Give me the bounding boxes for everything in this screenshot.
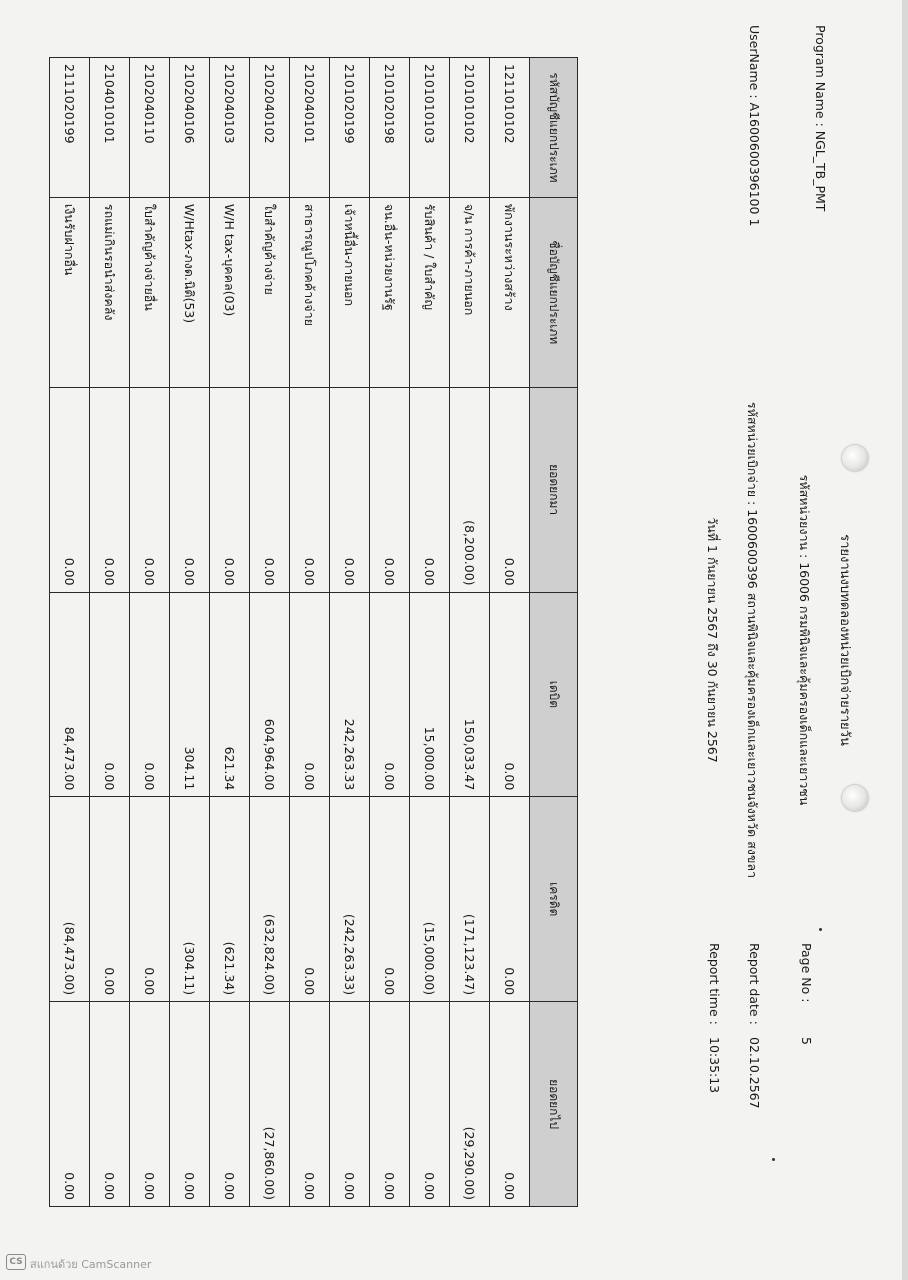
header-account-name: ชื่อบัญชีแยกประเภท [530, 197, 578, 387]
account-name-cell: พักงานระหว่างสร้าง [490, 197, 530, 387]
brought-forward-cell: 0.00 [130, 387, 170, 592]
brought-forward-cell: (8,200.00) [450, 387, 490, 592]
debit-cell: 0.00 [290, 592, 330, 797]
table-row [90, 58, 130, 1207]
camscanner-watermark: สแกนด้วย CamScanner [30, 1258, 152, 1271]
report-title: รายงานงบทดลองหน่วยเบิกจ่ายรายวัน [837, 534, 852, 746]
program-name: Program Name : NGL_TB_PMT [813, 25, 828, 212]
account-name-cell: W/Htax-ภงด.นิติ(53) [170, 197, 210, 387]
debit-cell: 15,000.00 [410, 592, 450, 797]
credit-cell: 0.00 [90, 797, 130, 1002]
account-code-cell: 2104010101 [90, 58, 130, 198]
table-row [370, 58, 410, 1207]
table-row [50, 58, 90, 1207]
credit-cell: (632,824.00) [250, 797, 290, 1002]
carried-forward-cell: 0.00 [210, 1002, 250, 1207]
account-code-cell: 2101010103 [410, 58, 450, 198]
account-code-cell: 2102040102 [250, 58, 290, 198]
debit-cell: 0.00 [90, 592, 130, 797]
carried-forward-cell: 0.00 [290, 1002, 330, 1207]
report-date-value: 02.10.2567 [747, 1037, 762, 1109]
account-code-cell: 2102040103 [210, 58, 250, 198]
account-code-cell: 2102040110 [130, 58, 170, 198]
debit-cell: 304.11 [170, 592, 210, 797]
account-code-cell: 2101020199 [330, 58, 370, 198]
credit-cell: 0.00 [130, 797, 170, 1002]
account-code-cell: 2102040101 [290, 58, 330, 198]
account-code-cell: 2102040106 [170, 58, 210, 198]
page-no-label: Page No : [799, 943, 814, 1003]
credit-cell: (304.11) [170, 797, 210, 1002]
carried-forward-cell: (29,290.00) [450, 1002, 490, 1207]
table-row [290, 58, 330, 1207]
account-name-cell: เงินรับฝากอื่น [50, 197, 90, 387]
carried-forward-cell: 0.00 [370, 1002, 410, 1207]
page-no-value: 5 [799, 1037, 814, 1045]
brought-forward-cell: 0.00 [90, 387, 130, 592]
agency-line: รหัสหน่วยงาน : 16006 กรมพินิจและคุ้มครองเด็กและเยาวชน [797, 474, 812, 806]
brought-forward-cell: 0.00 [170, 387, 210, 592]
account-name-cell: ใบสำคัญค้างจ่าย [250, 197, 290, 387]
username: UserName : A1600600396100 1 [747, 25, 762, 227]
credit-cell: 0.00 [490, 797, 530, 1002]
camscanner-logo-icon: CS [6, 1254, 26, 1270]
table-body [50, 58, 530, 1207]
header-debit: เดบิต [530, 592, 578, 797]
account-code-cell: 2111020199 [50, 58, 90, 198]
account-name-cell: W/H tax-บุคคล(03) [210, 197, 250, 387]
debit-cell: 84,473.00 [50, 592, 90, 797]
disbursing-unit-line: รหัสหน่วยเบิกจ่าย : 1600600396 สถานพินิจและคุ้มครองเด็กและเยาวชนจังหวัด สงขลา [745, 401, 760, 879]
account-code-cell: 1211010102 [490, 58, 530, 198]
carried-forward-cell: 0.00 [50, 1002, 90, 1207]
account-name-cell: จ/น การค้า-ภายนอก [450, 197, 490, 387]
debit-cell: 242,263.33 [330, 592, 370, 797]
account-name-cell: รับสินค้า / ใบสำคัญ [410, 197, 450, 387]
brought-forward-cell: 0.00 [50, 387, 90, 592]
credit-cell: (242,263.33) [330, 797, 370, 1002]
carried-forward-cell: 0.00 [490, 1002, 530, 1207]
carried-forward-cell: 0.00 [130, 1002, 170, 1207]
account-code-cell: 2101020198 [370, 58, 410, 198]
table-header-row [530, 58, 578, 1207]
account-name-cell: จน.อื่น-หน่วยงานรัฐ [370, 197, 410, 387]
table-row [490, 58, 530, 1207]
brought-forward-cell: 0.00 [370, 387, 410, 592]
carried-forward-cell: 0.00 [410, 1002, 450, 1207]
credit-cell: (15,000.00) [410, 797, 450, 1002]
carried-forward-cell: 0.00 [170, 1002, 210, 1207]
credit-cell: 0.00 [290, 797, 330, 1002]
brought-forward-cell: 0.00 [290, 387, 330, 592]
brought-forward-cell: 0.00 [490, 387, 530, 592]
carried-forward-cell: 0.00 [90, 1002, 130, 1207]
header-account-code: รหัสบัญชีแยกประเภท [530, 58, 578, 198]
table-row [130, 58, 170, 1207]
report-period: วันที่ 1 กันยายน 2567 ถึง 30 กันยายน 2567 [705, 517, 720, 763]
debit-cell: 0.00 [490, 592, 530, 797]
table-row [210, 58, 250, 1207]
credit-cell: 0.00 [370, 797, 410, 1002]
brought-forward-cell: 0.00 [410, 387, 450, 592]
debit-cell: 604,964.00 [250, 592, 290, 797]
brought-forward-cell: 0.00 [210, 387, 250, 592]
debit-cell: 621.34 [210, 592, 250, 797]
credit-cell: (84,473.00) [50, 797, 90, 1002]
brought-forward-cell: 0.00 [250, 387, 290, 592]
table-row [330, 58, 370, 1207]
debit-cell: 0.00 [130, 592, 170, 797]
credit-cell: (171,123.47) [450, 797, 490, 1002]
credit-cell: (621.34) [210, 797, 250, 1002]
debit-cell: 0.00 [370, 592, 410, 797]
header-credit: เครดิต [530, 797, 578, 1002]
table-row [410, 58, 450, 1207]
account-name-cell: รถแม่เกินรอนำส่งคลัง [90, 197, 130, 387]
report-time-label: Report time : [707, 943, 722, 1025]
trial-balance-table [49, 57, 578, 1207]
account-name-cell: เจ้าหนี้อื่น-ภายนอก [330, 197, 370, 387]
report-time-value: 10:35:13 [707, 1037, 722, 1094]
brought-forward-cell: 0.00 [330, 387, 370, 592]
debit-cell: 150,033.47 [450, 592, 490, 797]
table-row [450, 58, 490, 1207]
table-row [250, 58, 290, 1207]
header-carried-forward: ยอดยกไป [530, 1002, 578, 1207]
account-code-cell: 2101010102 [450, 58, 490, 198]
account-name-cell: ใบสำคัญค้างจ่ายอื่น [130, 197, 170, 387]
report-date-label: Report date : [747, 943, 762, 1025]
header-brought-forward: ยอดยกมา [530, 387, 578, 592]
table-row [170, 58, 210, 1207]
carried-forward-cell: 0.00 [330, 1002, 370, 1207]
account-name-cell: สาธารณูปโภคค้างจ่าย [290, 197, 330, 387]
carried-forward-cell: (27,860.00) [250, 1002, 290, 1207]
